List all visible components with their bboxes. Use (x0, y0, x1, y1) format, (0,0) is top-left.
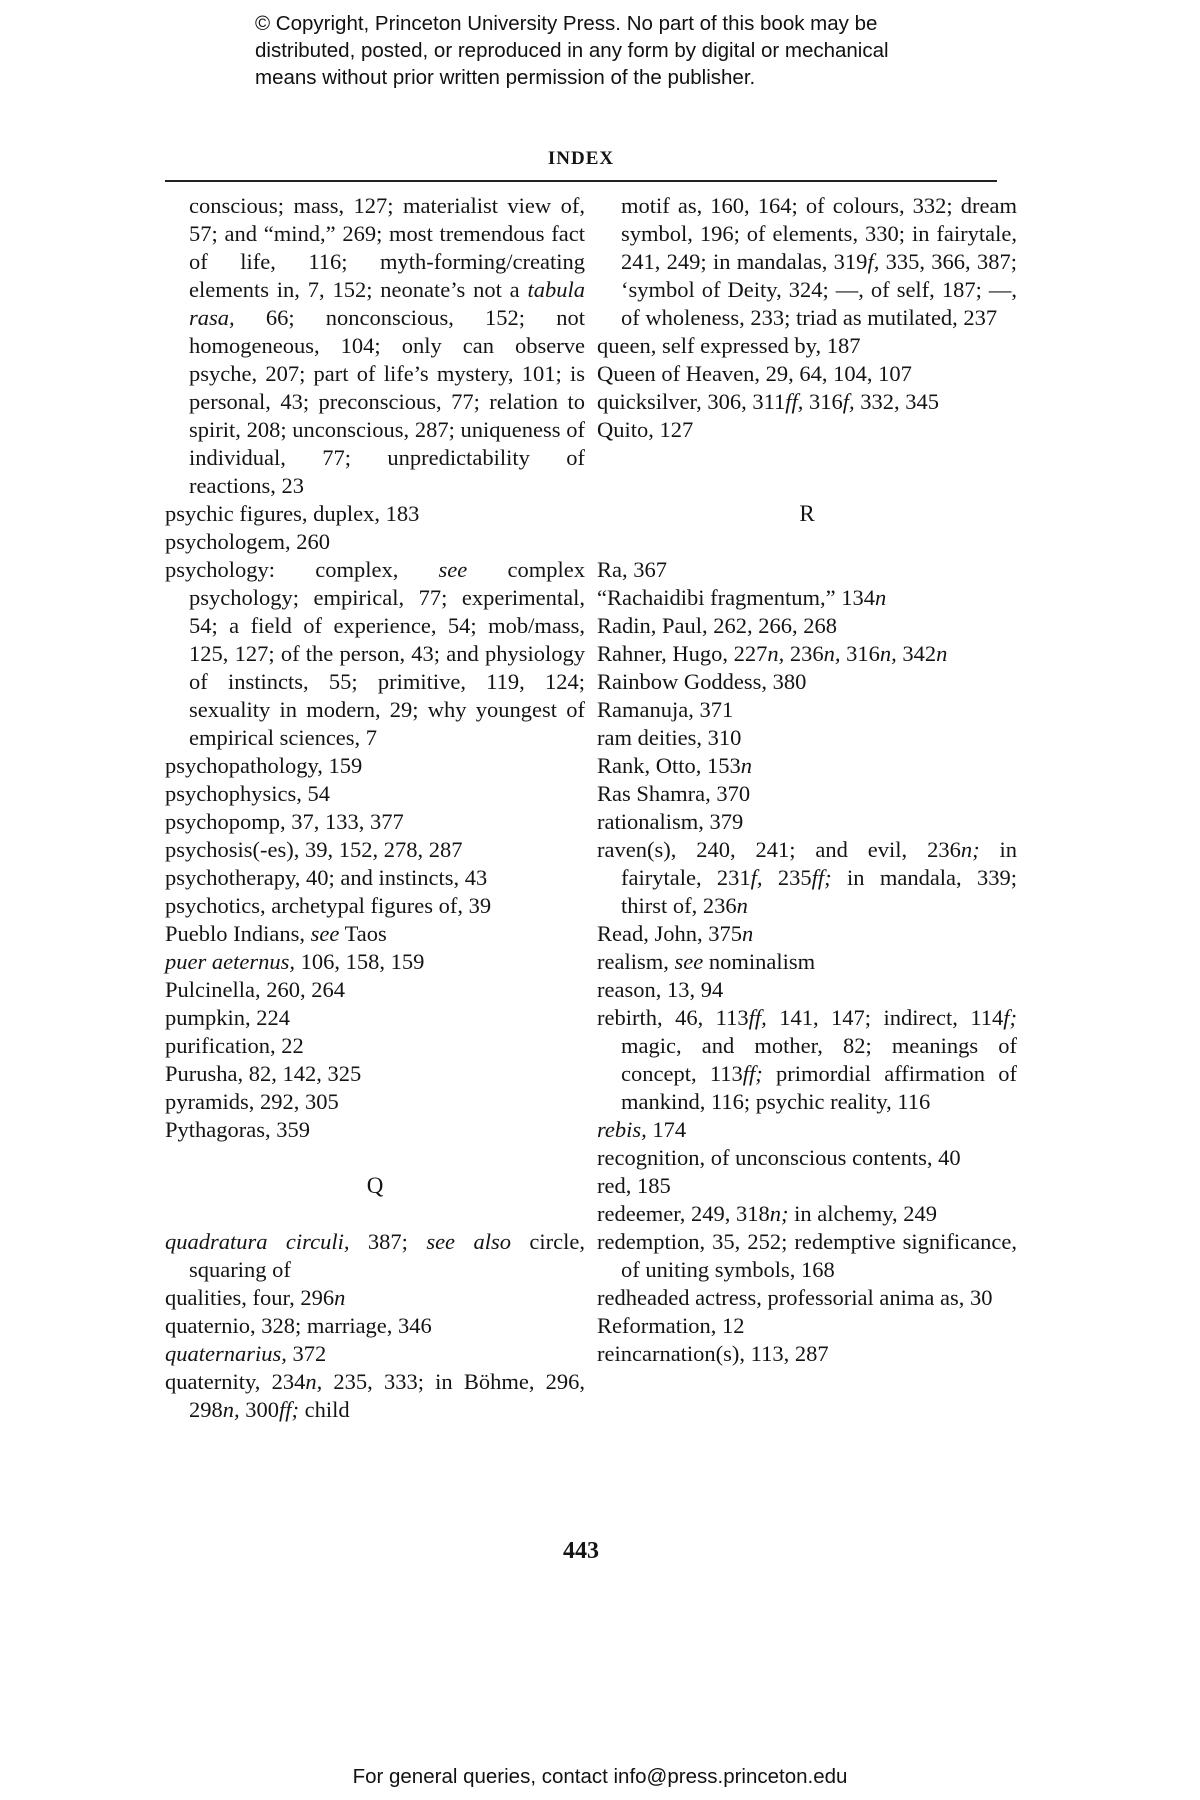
index-entry: Pulcinella, 260, 264 (165, 977, 345, 1002)
index-entry: conscious; mass, 127; materialist view of, 57; and “mind,” 269; most tremendous fact of life, 116; myth-forming/creating elements in, 7, 152; neonate’s not a tabula rasa, 66; nonconscious, 152; not homogeneous, 104; only can observe psyche, 207; part of life’s mystery, 101; is personal, 43; preconscious, 77; relation to spirit, 208; unconscious, 287; uniqueness of individual, 77; unpredictability of reactions, 23 (189, 193, 585, 498)
copyright-line: © Copyright, Princeton University Press. No part of this book may be (255, 12, 878, 35)
index-entry: psychophysics, 54 (165, 781, 330, 806)
copyright-line: means without prior written permission of the publisher. (255, 66, 756, 89)
index-entry: quadratura circuli, 387; see also circle, squaring of (165, 1229, 585, 1282)
index-entry: Reformation, 12 (597, 1313, 745, 1338)
index-entry: Queen of Heaven, 29, 64, 104, 107 (597, 361, 912, 386)
index-entry: redeemer, 249, 318n; in alchemy, 249 (597, 1201, 938, 1226)
index-entry: reincarnation(s), 113, 287 (597, 1341, 829, 1366)
index-entry: Read, John, 375n (597, 921, 754, 946)
index-entry: motif as, 160, 164; of colours, 332; dream symbol, 196; of elements, 330; in fairytale, 241, 249; in mandalas, 319f, 335, 366, 387; ‘symbol of Deity, 324; —, of self, 187; —, of wholeness, 233; triad as mutilated, 237 (621, 193, 1017, 330)
index-entry: quaternity, 234n, 235, 333; in Böhme, 296, 298n, 300ff; child (165, 1369, 586, 1422)
index-entry: rebirth, 46, 113ff, 141, 147; indirect, 114f; magic, and mother, 82; meanings of concept, 113ff; primordial affirmation of mankind, 116; psychic reality, 116 (597, 1005, 1018, 1114)
index-entry: rebis, 174 (597, 1117, 687, 1142)
index-entry: psychologem, 260 (165, 529, 330, 554)
index-entry: raven(s), 240, 241; and evil, 236n; in fairytale, 231f, 235ff; in mandala, 339; thirst of, 236n (597, 837, 1018, 918)
index-entry: psychotherapy, 40; and instincts, 43 (165, 865, 488, 890)
index-entry: psychotics, archetypal figures of, 39 (165, 893, 492, 918)
index-column-left (165, 192, 585, 1424)
index-entry: psychopathology, 159 (165, 753, 363, 778)
index-entry: Radin, Paul, 262, 266, 268 (597, 613, 837, 638)
section-letter-q: Q (366, 1173, 384, 1198)
running-header: INDEX (547, 148, 615, 169)
index-entry: Rainbow Goddess, 380 (597, 669, 807, 694)
index-entry: red, 185 (597, 1173, 671, 1198)
index-entry: Rahner, Hugo, 227n, 236n, 316n, 342n (597, 641, 948, 666)
index-entry: psychosis(-es), 39, 152, 278, 287 (165, 837, 463, 862)
index-entry: qualities, four, 296n (165, 1285, 346, 1310)
footer-contact: For general queries, contact info@press.princeton.edu (352, 1765, 848, 1788)
section-letter-r: R (799, 501, 815, 526)
index-entry: Pueblo Indians, see Taos (165, 921, 387, 946)
index-column-right (597, 192, 1017, 1368)
header-rule (165, 180, 997, 182)
index-entry: pyramids, 292, 305 (165, 1089, 339, 1114)
index-entry: Ras Shamra, 370 (597, 781, 751, 806)
index-entry: psychology: complex, see complex psychology; empirical, 77; experimental, 54; a field of experience, 54; mob/mass, 125, 127; of the person, 43; and physiology of instincts, 55; primitive, 119, 124; sexuality in modern, 29; why youngest of empirical sciences, 7 (165, 557, 585, 750)
index-entry: redheaded actress, professorial anima as, 30 (597, 1285, 993, 1310)
index-entry: Rank, Otto, 153n (597, 753, 752, 778)
page-number: 443 (563, 1538, 599, 1564)
index-entry: Quito, 127 (597, 417, 694, 442)
index-entry: rationalism, 379 (597, 809, 744, 834)
index-entry: queen, self expressed by, 187 (597, 333, 861, 358)
index-entry: purification, 22 (165, 1033, 304, 1058)
index-entry: puer aeternus, 106, 158, 159 (165, 949, 425, 974)
index-entry: quicksilver, 306, 311ff, 316f, 332, 345 (597, 389, 940, 414)
index-entry: realism, see nominalism (597, 949, 816, 974)
index-entry: recognition, of unconscious contents, 40 (597, 1145, 961, 1170)
index-entry: redemption, 35, 252; redemptive significance, of uniting symbols, 168 (597, 1229, 1017, 1282)
copyright-line: distributed, posted, or reproduced in any form by digital or mechanical (255, 39, 889, 62)
index-entry: quaternarius, 372 (165, 1341, 327, 1366)
index-entry: quaternio, 328; marriage, 346 (165, 1313, 432, 1338)
index-entry: “Rachaidibi fragmentum,” 134n (597, 585, 887, 610)
index-entry: ram deities, 310 (597, 725, 742, 750)
index-entry: reason, 13, 94 (597, 977, 724, 1002)
index-entry: psychic figures, duplex, 183 (165, 501, 420, 526)
index-entry: psychopomp, 37, 133, 377 (165, 809, 404, 834)
index-entry: Purusha, 82, 142, 325 (165, 1061, 362, 1086)
index-entry: Pythagoras, 359 (165, 1117, 310, 1142)
copyright-notice (255, 10, 1055, 91)
index-entry: Ramanuja, 371 (597, 697, 734, 722)
index-entry: pumpkin, 224 (165, 1005, 291, 1030)
index-entry: Ra, 367 (597, 557, 667, 582)
